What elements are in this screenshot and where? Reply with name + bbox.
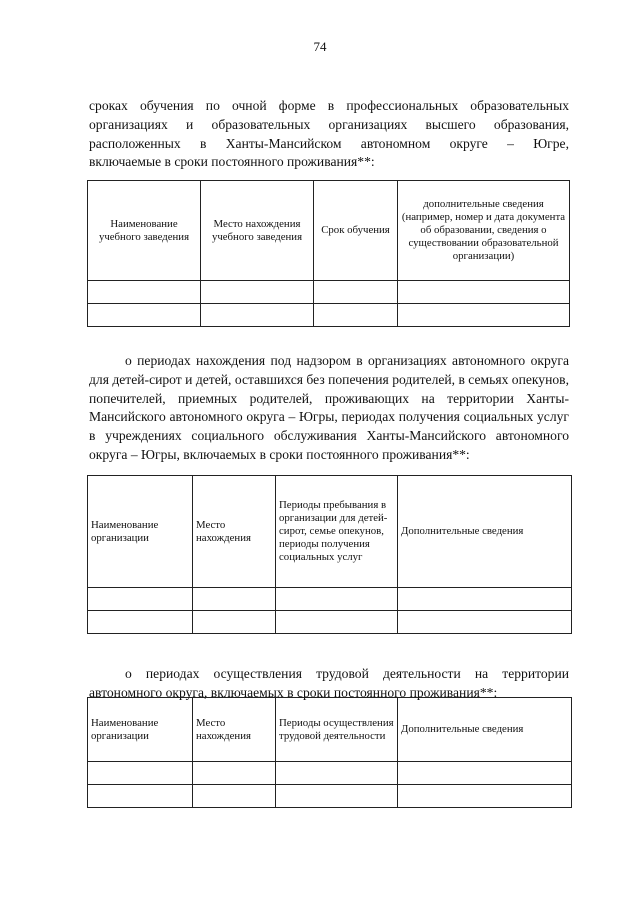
table-cell[interactable] xyxy=(398,611,572,634)
intro-line-3: расположенных в Ханты-Мансийском автономном округе – Югре, xyxy=(89,135,569,151)
table-cell[interactable] xyxy=(398,281,570,304)
table-cell[interactable] xyxy=(314,304,398,327)
table-cell[interactable] xyxy=(193,611,276,634)
table-cell[interactable] xyxy=(276,588,398,611)
intro-paragraph xyxy=(89,97,569,172)
table-cell[interactable] xyxy=(193,762,276,785)
header-work-periods: Периоды осуществления трудовой деятельности xyxy=(276,698,398,762)
guardianship-table-header xyxy=(88,476,572,588)
table-cell[interactable] xyxy=(88,611,193,634)
header-location: Место нахождения xyxy=(193,698,276,762)
table-cell[interactable] xyxy=(276,785,398,808)
education-table xyxy=(87,180,570,327)
table-cell[interactable] xyxy=(88,762,193,785)
table-cell[interactable] xyxy=(398,304,570,327)
intro-line-1: сроках обучения по очной форме в профессиональных образовательных xyxy=(89,98,569,113)
table-cell[interactable] xyxy=(276,762,398,785)
table-row xyxy=(88,611,572,634)
header-study-period: Срок обучения xyxy=(314,181,398,281)
guardianship-table xyxy=(87,475,572,634)
table-cell[interactable] xyxy=(398,785,572,808)
table-row xyxy=(88,762,572,785)
employment-table-header xyxy=(88,698,572,762)
table-cell[interactable] xyxy=(88,281,201,304)
header-institution-name: Наименование учебного заведения xyxy=(88,181,201,281)
table-row xyxy=(88,785,572,808)
table-cell[interactable] xyxy=(398,588,572,611)
table-cell[interactable] xyxy=(398,762,572,785)
header-stay-periods: Периоды пребывания в организации для детей-сирот, семье опекунов, периоды получения социальных услуг xyxy=(276,476,398,588)
header-organization-name: Наименование организации xyxy=(88,476,193,588)
table-cell[interactable] xyxy=(88,304,201,327)
table-cell[interactable] xyxy=(314,281,398,304)
table-cell[interactable] xyxy=(193,785,276,808)
guardianship-paragraph: о периодах нахождения под надзором в организациях автономного округа для детей-сирот и детей, оставшихся без попечения родителей, в семьях опекунов, попечителей, приемных родителей, проживающих на территории Ханты-Мансийского автономного округа – Югры, периодах получения социальных услуг в учреждениях социального обслуживания Ханты-Мансийского автономного округа – Югры, включаемых в сроки постоянного проживания**: xyxy=(89,353,569,462)
table-row xyxy=(88,281,570,304)
table-cell[interactable] xyxy=(201,281,314,304)
header-location: Место нахождения xyxy=(193,476,276,588)
education-table-header xyxy=(88,181,570,281)
intro-line-2: организациях и образовательных организациях высшего образования, xyxy=(89,116,569,132)
page-number: 74 xyxy=(313,39,327,54)
header-institution-location: Место нахождения учебного заведения xyxy=(201,181,314,281)
table-cell[interactable] xyxy=(193,588,276,611)
table-row xyxy=(88,588,572,611)
employment-paragraph: о периодах осуществления трудовой деятельности на территории автономного округа, включаемых в сроки постоянного проживания**: xyxy=(89,666,569,700)
header-additional-info: дополнительные сведения (например, номер и дата документа об образовании, сведения о существовании образовательной организации) xyxy=(398,181,570,281)
table-cell[interactable] xyxy=(201,304,314,327)
intro-line-4: включаемые в сроки постоянного проживания**: xyxy=(89,154,375,170)
header-additional-info: Дополнительные сведения xyxy=(398,476,572,588)
table-cell[interactable] xyxy=(88,588,193,611)
table-row xyxy=(88,304,570,327)
employment-table xyxy=(87,697,572,808)
table-cell[interactable] xyxy=(276,611,398,634)
header-organization-name: Наименование организации xyxy=(88,698,193,762)
table-cell[interactable] xyxy=(88,785,193,808)
header-additional-info: Дополнительные сведения xyxy=(398,698,572,762)
